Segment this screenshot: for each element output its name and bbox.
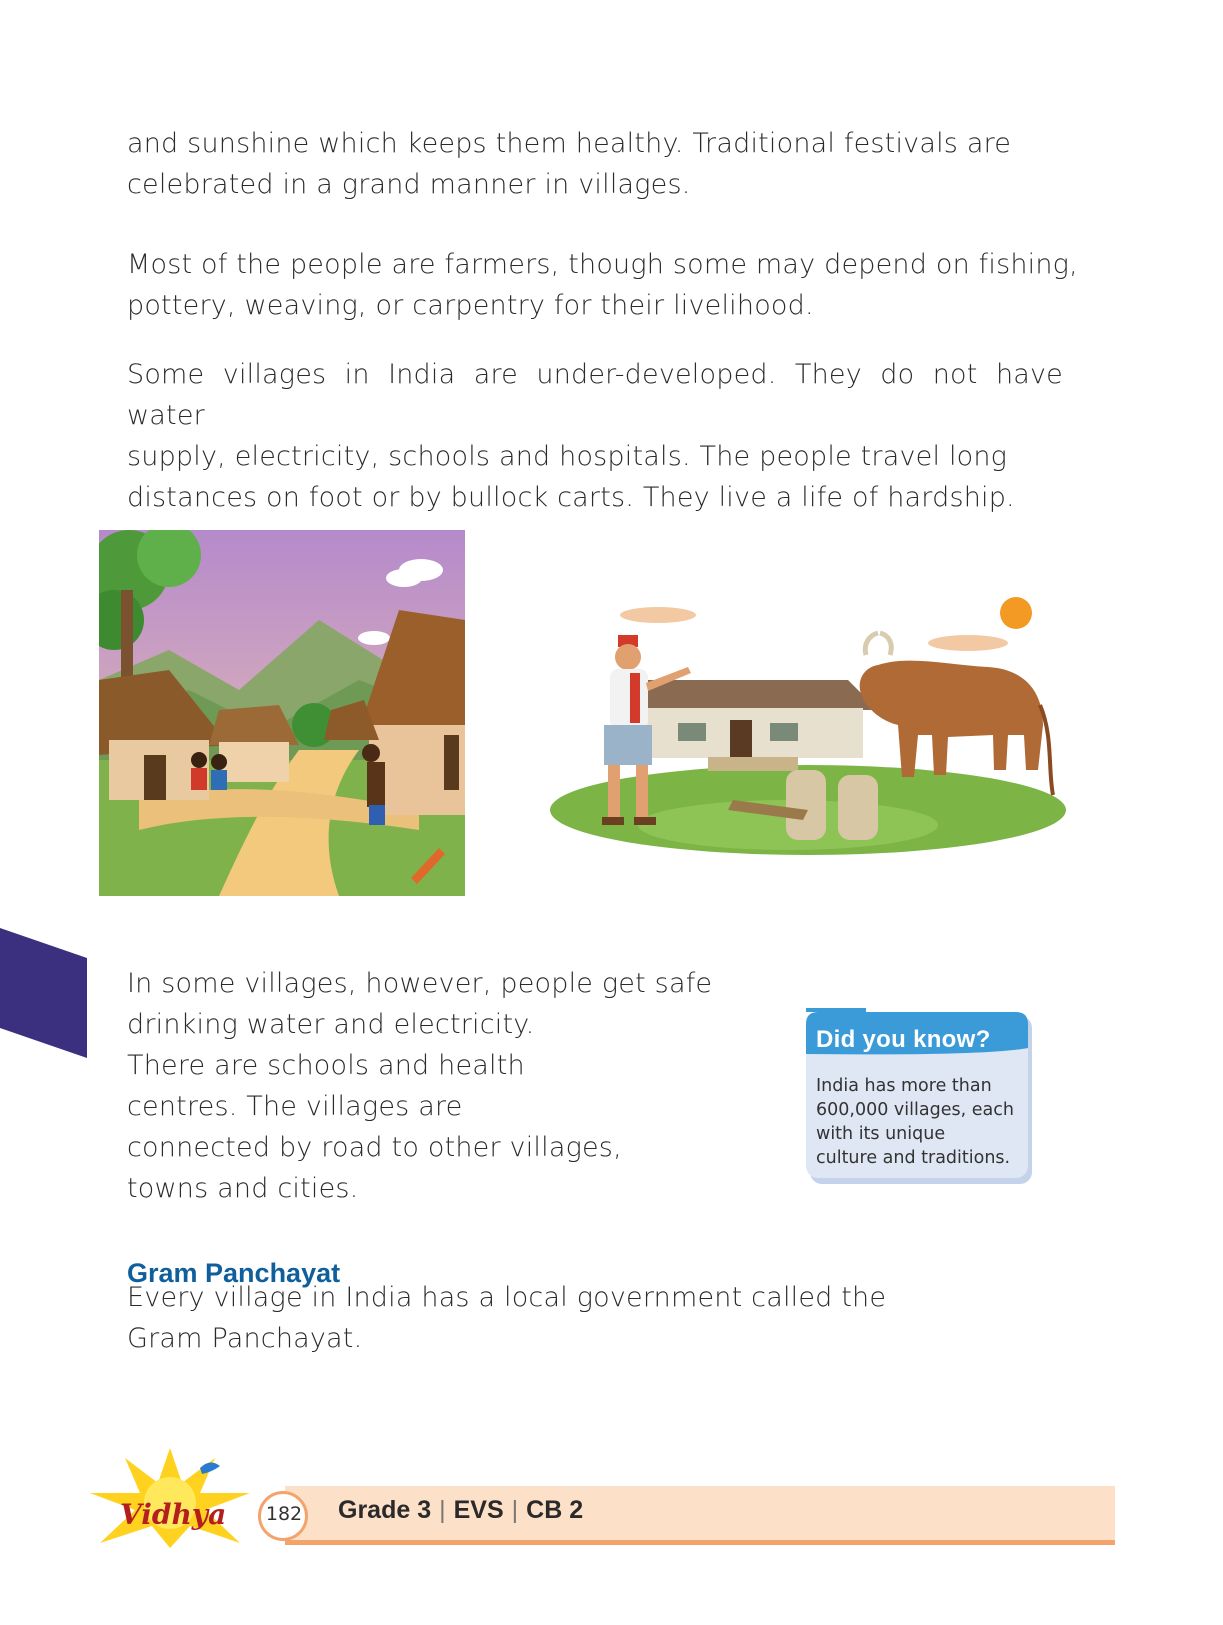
text-line: centres. The villages are — [127, 1091, 463, 1122]
text-line: towns and cities. — [127, 1173, 359, 1204]
section-text — [127, 1277, 886, 1359]
footer-separator: | — [511, 1496, 519, 1524]
page-number: 182 — [265, 1503, 303, 1525]
text-line: Some villages in India are under-developed. They do not have water — [127, 359, 1063, 431]
section-heading: Gram Panchayat — [127, 1258, 341, 1288]
footer-book: CB 2 — [526, 1496, 584, 1524]
footer-subject: EVS — [453, 1496, 504, 1524]
text-line: In some villages, however, people get safe — [127, 968, 713, 999]
footer-course-info — [338, 1496, 583, 1525]
footer-separator: | — [439, 1496, 446, 1524]
text-line: celebrated in a grand manner in villages. — [127, 169, 691, 200]
footer-grade: Grade 3 — [338, 1496, 432, 1524]
text-line: 600,000 villages, each — [816, 1100, 1014, 1120]
text-line: Every village in India has a local government called the — [127, 1282, 887, 1313]
farmer-with-ox-illustration — [548, 595, 1068, 875]
village-scene-illustration — [99, 530, 465, 896]
paragraph-underdeveloped-villages — [127, 354, 1063, 518]
did-you-know-box — [806, 1008, 1036, 1188]
text-line: Most of the people are farmers, though some may depend on fishing, — [127, 249, 1078, 280]
did-you-know-title: Did you know? — [816, 1026, 991, 1053]
text-line: distances on foot or by bullock carts. They live a life of hardship. — [127, 482, 1015, 513]
side-tab-decoration — [0, 928, 90, 1058]
paragraph-occupations — [127, 244, 1078, 326]
text-line: India has more than — [816, 1076, 992, 1096]
text-line: supply, electricity, schools and hospitals. The people travel long — [127, 441, 1008, 472]
text-line: culture and traditions. — [816, 1148, 1011, 1168]
paragraph-village-life — [127, 123, 1011, 205]
text-line: connected by road to other villages, — [127, 1132, 622, 1163]
vidhya-logo-text: Vidhya — [120, 1498, 227, 1531]
text-line: There are schools and health — [127, 1050, 525, 1081]
text-line: drinking water and electricity. — [127, 1009, 535, 1040]
paragraph-developed-villages — [127, 963, 712, 1209]
did-you-know-text — [816, 1074, 1038, 1170]
text-line: Gram Panchayat. — [127, 1323, 363, 1354]
text-line: pottery, weaving, or carpentry for their livelihood. — [127, 290, 814, 321]
text-line: and sunshine which keeps them healthy. Traditional festivals are — [127, 128, 1012, 159]
text-line: with its unique — [816, 1124, 946, 1144]
